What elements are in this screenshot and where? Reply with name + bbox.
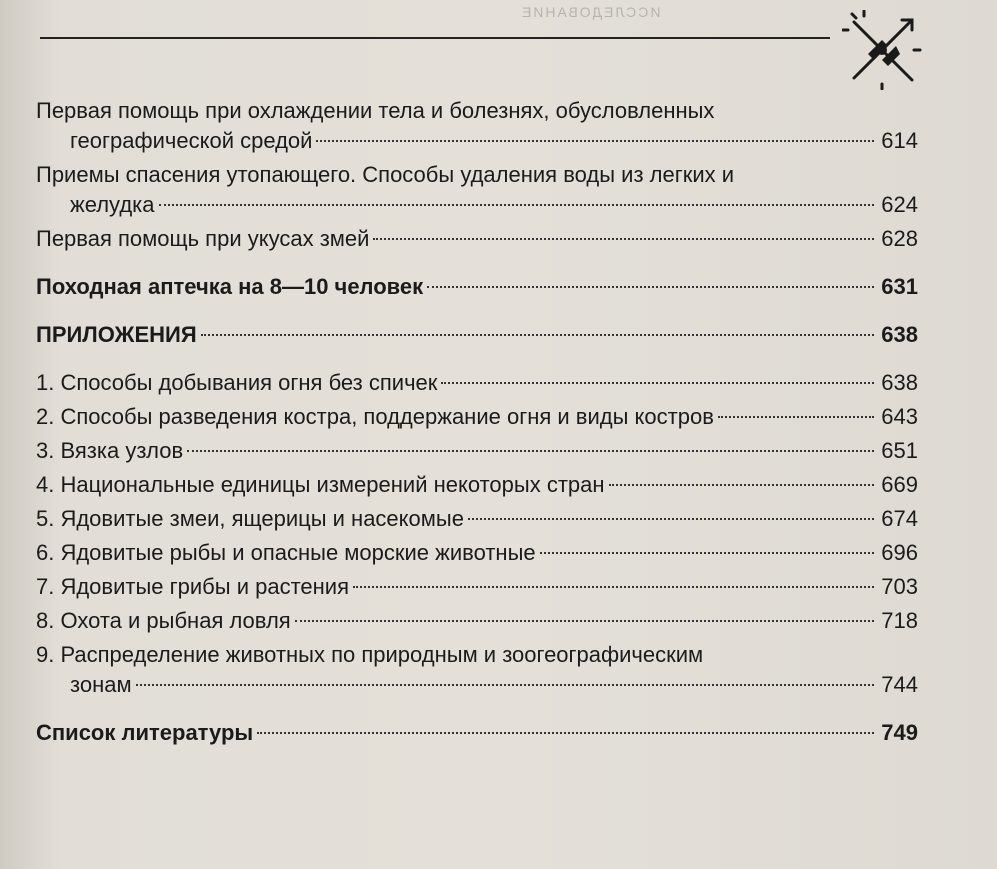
leader-dots xyxy=(159,204,874,206)
header-bleed-text: ИССЛЕДОВАНИЕ xyxy=(520,4,661,20)
toc-page-number: 643 xyxy=(881,404,918,429)
leader-dots xyxy=(353,586,874,588)
table-of-contents xyxy=(36,96,918,748)
leader-dots xyxy=(316,140,874,142)
toc-entry-title-cont: географической средой xyxy=(70,128,313,153)
toc-entry-title: Первая помощь при укусах змей xyxy=(36,226,370,251)
toc-section-appendix[interactable] xyxy=(36,320,918,350)
leader-dots xyxy=(187,450,874,452)
appendix-entry[interactable] xyxy=(36,572,918,602)
toc-page-number: 696 xyxy=(881,540,918,565)
toc-entry-title: Первая помощь при охлаждении тела и болезнях, обусловленных xyxy=(36,98,715,123)
leader-dots xyxy=(373,238,874,240)
header-rule xyxy=(40,37,830,39)
toc-entry-kit[interactable] xyxy=(36,272,918,302)
appendix-entry[interactable] xyxy=(36,402,918,432)
toc-entry-title: Походная аптечка на 8—10 человек xyxy=(36,274,424,299)
toc-entry-title: 1. Способы добывания огня без спичек xyxy=(36,370,438,395)
leader-dots xyxy=(295,620,874,622)
leader-dots xyxy=(201,334,874,336)
toc-entry-literature[interactable] xyxy=(36,718,918,748)
toc-page-number: 749 xyxy=(881,720,918,745)
toc-page-number: 718 xyxy=(881,608,918,633)
toc-entry-title: 2. Способы разведения костра, поддержание огня и виды костров xyxy=(36,404,714,429)
appendix-entry[interactable] xyxy=(36,640,918,700)
appendix-entry[interactable] xyxy=(36,368,918,398)
toc-page-number: 651 xyxy=(881,438,918,463)
leader-dots xyxy=(257,732,874,734)
toc-entry-title: 9. Распределение животных по природным и зоогеографическим xyxy=(36,642,704,667)
toc-entry-title: 8. Охота и рыбная ловля xyxy=(36,608,291,633)
toc-page-number: 638 xyxy=(881,370,918,395)
toc-page-number: 744 xyxy=(881,672,918,697)
toc-entry-title: 5. Ядовитые змеи, ящерицы и насекомые xyxy=(36,506,464,531)
toc-entry-title: 7. Ядовитые грибы и растения xyxy=(36,574,349,599)
leader-dots xyxy=(718,416,874,418)
toc-page-number: 624 xyxy=(881,192,918,217)
appendix-entry[interactable] xyxy=(36,606,918,636)
toc-entry-title: Приемы спасения утопающего. Способы удаления воды из легких и xyxy=(36,162,735,187)
toc-page-number: 674 xyxy=(881,506,918,531)
toc-entry[interactable] xyxy=(36,224,918,254)
toc-page-number: 669 xyxy=(881,472,918,497)
leader-dots xyxy=(468,518,874,520)
toc-page-number: 628 xyxy=(881,226,918,251)
toc-entry[interactable] xyxy=(36,160,918,220)
toc-entry-title: 3. Вязка узлов xyxy=(36,438,184,463)
leader-dots xyxy=(441,382,874,384)
toc-page-number: 631 xyxy=(881,274,918,299)
toc-entry-title-cont: зонам xyxy=(70,672,132,697)
toc-entry-title: 4. Национальные единицы измерений некоторых стран xyxy=(36,472,605,497)
toc-page-number: 703 xyxy=(881,574,918,599)
appendix-entry[interactable] xyxy=(36,470,918,500)
leader-dots xyxy=(136,684,874,686)
toc-entry-title-cont: желудка xyxy=(70,192,155,217)
toc-page-number: 638 xyxy=(881,322,918,347)
leader-dots xyxy=(540,552,874,554)
appendix-entry[interactable] xyxy=(36,436,918,466)
toc-entry-title: Список литературы xyxy=(36,720,254,745)
leader-dots xyxy=(427,286,874,288)
appendix-entry[interactable] xyxy=(36,504,918,534)
toc-entry-title: 6. Ядовитые рыбы и опасные морские животные xyxy=(36,540,536,565)
toc-section-title: ПРИЛОЖЕНИЯ xyxy=(36,322,197,347)
crossed-arrows-emblem-icon xyxy=(842,10,922,90)
toc-page-number: 614 xyxy=(881,128,918,153)
toc-entry[interactable] xyxy=(36,96,918,156)
leader-dots xyxy=(609,484,874,486)
appendix-entry[interactable] xyxy=(36,538,918,568)
